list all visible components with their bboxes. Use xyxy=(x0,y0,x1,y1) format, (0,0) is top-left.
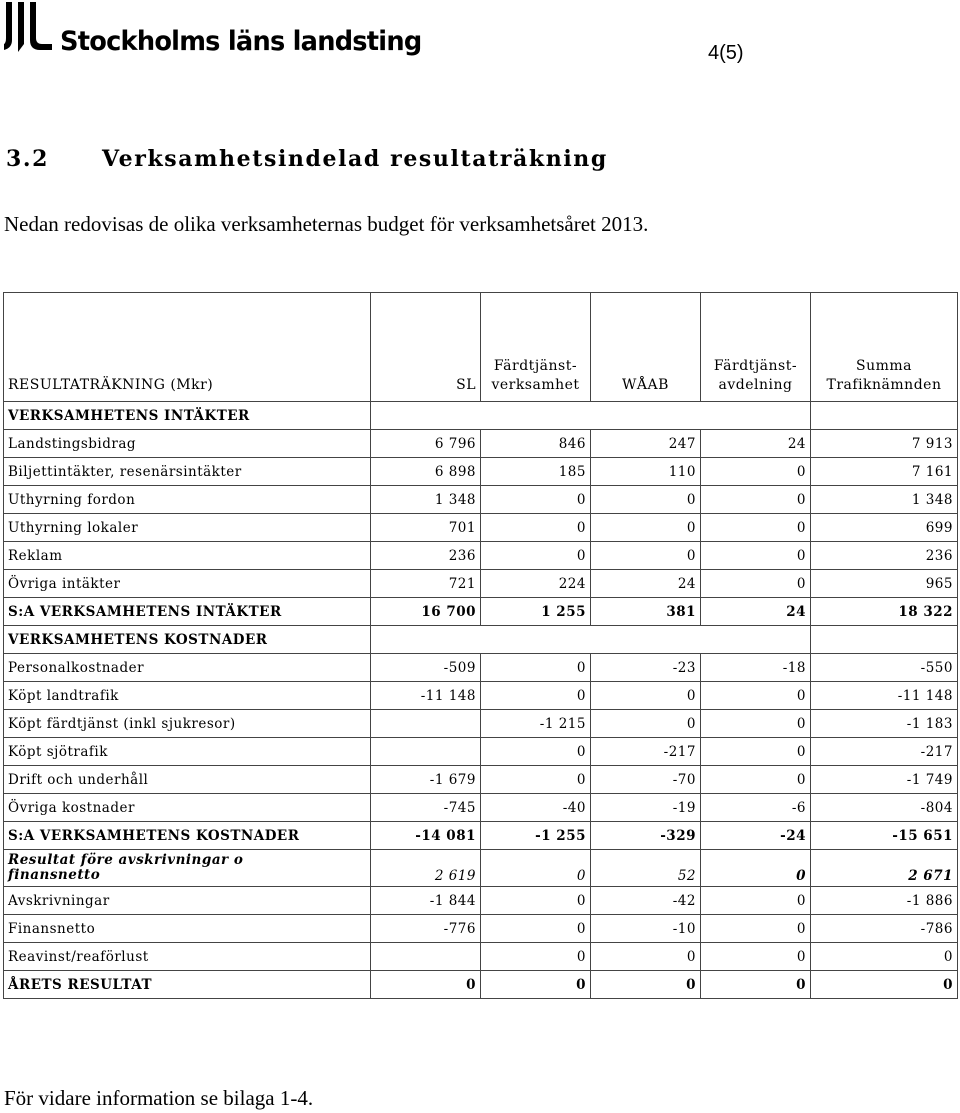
value-cell: -329 xyxy=(591,822,701,850)
column-header-fardtjanstverksamhet: Färdtjänst- verksamhet xyxy=(481,293,591,402)
row-label: Drift och underhåll xyxy=(4,766,371,794)
value-cell: -40 xyxy=(481,794,591,822)
result-table xyxy=(3,292,958,999)
table-row xyxy=(4,458,958,486)
table-row xyxy=(4,915,958,943)
value-cell: 0 xyxy=(481,915,591,943)
value-cell: 0 xyxy=(481,654,591,682)
value-cell: 7 161 xyxy=(811,458,958,486)
value-cell: -11 148 xyxy=(811,682,958,710)
table-row xyxy=(4,654,958,682)
row-label: Övriga intäkter xyxy=(4,570,371,598)
table-row xyxy=(4,570,958,598)
value-cell: 24 xyxy=(591,570,701,598)
value-cell: -509 xyxy=(371,654,481,682)
row-label: Köpt färdtjänst (inkl sjukresor) xyxy=(4,710,371,738)
value-cell: 0 xyxy=(701,971,811,999)
value-cell: -10 xyxy=(591,915,701,943)
table-row xyxy=(4,598,958,626)
section-heading xyxy=(6,146,608,172)
value-cell: -1 183 xyxy=(811,710,958,738)
value-cell: 381 xyxy=(591,598,701,626)
value-cell: -804 xyxy=(811,794,958,822)
value-cell xyxy=(371,943,481,971)
table-row xyxy=(4,682,958,710)
table-row xyxy=(4,887,958,915)
row-label: Övriga kostnader xyxy=(4,794,371,822)
row-label: Landstingsbidrag xyxy=(4,430,371,458)
value-cell: 24 xyxy=(701,430,811,458)
value-cell: 0 xyxy=(701,514,811,542)
column-header-sl: SL xyxy=(371,293,481,402)
value-cell: -1 215 xyxy=(481,710,591,738)
empty-cell xyxy=(811,402,958,430)
table-row xyxy=(4,542,958,570)
row-label: ÅRETS RESULTAT xyxy=(4,971,371,999)
value-cell: -217 xyxy=(811,738,958,766)
empty-cell xyxy=(811,626,958,654)
value-cell: 6 898 xyxy=(371,458,481,486)
value-cell: 2 671 xyxy=(811,850,958,887)
value-cell: 247 xyxy=(591,430,701,458)
value-cell: -550 xyxy=(811,654,958,682)
value-cell: -19 xyxy=(591,794,701,822)
value-cell: 1 255 xyxy=(481,598,591,626)
value-cell: 699 xyxy=(811,514,958,542)
row-label: Finansnetto xyxy=(4,915,371,943)
value-cell: 0 xyxy=(481,542,591,570)
value-cell: 0 xyxy=(701,738,811,766)
value-cell: 0 xyxy=(481,850,591,887)
row-label: Köpt landtrafik xyxy=(4,682,371,710)
value-cell: -14 081 xyxy=(371,822,481,850)
value-cell: 0 xyxy=(591,542,701,570)
value-cell: 965 xyxy=(811,570,958,598)
section-title: Verksamhetsindelad resultaträkning xyxy=(102,146,608,172)
value-cell: -1 749 xyxy=(811,766,958,794)
value-cell: 0 xyxy=(811,971,958,999)
table-row xyxy=(4,710,958,738)
value-cell: 721 xyxy=(371,570,481,598)
value-cell: 0 xyxy=(591,514,701,542)
value-cell: 0 xyxy=(701,682,811,710)
logo-text: Stockholms läns landsting xyxy=(60,26,422,57)
value-cell: 701 xyxy=(371,514,481,542)
landsting-logo-icon xyxy=(2,0,54,56)
value-cell: 1 348 xyxy=(371,486,481,514)
value-cell: -18 xyxy=(701,654,811,682)
logo xyxy=(2,0,440,62)
row-label: VERKSAMHETENS KOSTNADER xyxy=(4,626,371,654)
value-cell: 0 xyxy=(481,486,591,514)
empty-cell xyxy=(371,402,811,430)
value-cell: 0 xyxy=(481,766,591,794)
column-header-waab: WÅAB xyxy=(591,293,701,402)
table-row xyxy=(4,402,958,430)
value-cell: 0 xyxy=(591,971,701,999)
value-cell: 236 xyxy=(371,542,481,570)
section-number: 3.2 xyxy=(6,146,50,172)
value-cell: 0 xyxy=(481,943,591,971)
row-label: Uthyrning lokaler xyxy=(4,514,371,542)
value-cell: 0 xyxy=(701,850,811,887)
value-cell: 0 xyxy=(591,710,701,738)
value-cell: 0 xyxy=(481,514,591,542)
value-cell: 0 xyxy=(701,486,811,514)
value-cell: -42 xyxy=(591,887,701,915)
value-cell: -70 xyxy=(591,766,701,794)
value-cell: -745 xyxy=(371,794,481,822)
value-cell: 0 xyxy=(591,682,701,710)
table-row xyxy=(4,626,958,654)
value-cell xyxy=(371,710,481,738)
table-row xyxy=(4,430,958,458)
value-cell: 236 xyxy=(811,542,958,570)
value-cell: 185 xyxy=(481,458,591,486)
value-cell: 0 xyxy=(481,682,591,710)
value-cell: 6 796 xyxy=(371,430,481,458)
value-cell: -23 xyxy=(591,654,701,682)
table-header-row xyxy=(4,293,958,402)
value-cell: 0 xyxy=(591,486,701,514)
value-cell: 24 xyxy=(701,598,811,626)
row-label: Reavinst/reaförlust xyxy=(4,943,371,971)
value-cell: 0 xyxy=(701,710,811,738)
value-cell: 0 xyxy=(591,943,701,971)
value-cell: 0 xyxy=(811,943,958,971)
value-cell: 0 xyxy=(481,738,591,766)
value-cell: 0 xyxy=(371,971,481,999)
row-label: VERKSAMHETENS INTÄKTER xyxy=(4,402,371,430)
column-header-summa: Summa Trafiknämnden xyxy=(811,293,958,402)
value-cell: 16 700 xyxy=(371,598,481,626)
value-cell: 2 619 xyxy=(371,850,481,887)
row-label: S:A VERKSAMHETENS KOSTNADER xyxy=(4,822,371,850)
row-label: Avskrivningar xyxy=(4,887,371,915)
value-cell: 7 913 xyxy=(811,430,958,458)
value-cell: 0 xyxy=(701,542,811,570)
empty-cell xyxy=(371,626,811,654)
row-label: Biljettintäkter, resenärsintäkter xyxy=(4,458,371,486)
value-cell: 846 xyxy=(481,430,591,458)
table-row xyxy=(4,486,958,514)
value-cell: 18 322 xyxy=(811,598,958,626)
value-cell: -6 xyxy=(701,794,811,822)
value-cell: -24 xyxy=(701,822,811,850)
row-label: Köpt sjötrafik xyxy=(4,738,371,766)
table-row xyxy=(4,971,958,999)
page-number: 4(5) xyxy=(708,42,744,64)
row-label: Personalkostnader xyxy=(4,654,371,682)
value-cell: -1 844 xyxy=(371,887,481,915)
intro-text: Nedan redovisas de olika verksamheternas budget för verksamhetsåret 2013. xyxy=(4,212,649,236)
value-cell: 224 xyxy=(481,570,591,598)
value-cell: -1 679 xyxy=(371,766,481,794)
value-cell: -1 886 xyxy=(811,887,958,915)
value-cell: -1 255 xyxy=(481,822,591,850)
value-cell: 52 xyxy=(591,850,701,887)
footer-text: För vidare information se bilaga 1-4. xyxy=(4,1086,314,1110)
table-row xyxy=(4,822,958,850)
value-cell: 1 348 xyxy=(811,486,958,514)
value-cell xyxy=(371,738,481,766)
value-cell: 0 xyxy=(701,458,811,486)
table-row xyxy=(4,794,958,822)
table-row xyxy=(4,850,958,887)
table-row xyxy=(4,943,958,971)
value-cell: 110 xyxy=(591,458,701,486)
value-cell: 0 xyxy=(701,570,811,598)
row-label: S:A VERKSAMHETENS INTÄKTER xyxy=(4,598,371,626)
value-cell: 0 xyxy=(701,915,811,943)
value-cell: -217 xyxy=(591,738,701,766)
value-cell: -786 xyxy=(811,915,958,943)
row-label: Reklam xyxy=(4,542,371,570)
value-cell: 0 xyxy=(701,943,811,971)
value-cell: 0 xyxy=(481,971,591,999)
column-header-label: RESULTATRÄKNING (Mkr) xyxy=(4,293,371,402)
value-cell: -11 148 xyxy=(371,682,481,710)
column-header-fardtjanstavdelning: Färdtjänst- avdelning xyxy=(701,293,811,402)
table-row xyxy=(4,738,958,766)
table-row xyxy=(4,514,958,542)
table-row xyxy=(4,766,958,794)
row-label: Resultat före avskrivningar o finansnetto xyxy=(4,850,371,887)
value-cell: 0 xyxy=(701,766,811,794)
value-cell: -15 651 xyxy=(811,822,958,850)
value-cell: 0 xyxy=(481,887,591,915)
value-cell: -776 xyxy=(371,915,481,943)
row-label: Uthyrning fordon xyxy=(4,486,371,514)
value-cell: 0 xyxy=(701,887,811,915)
